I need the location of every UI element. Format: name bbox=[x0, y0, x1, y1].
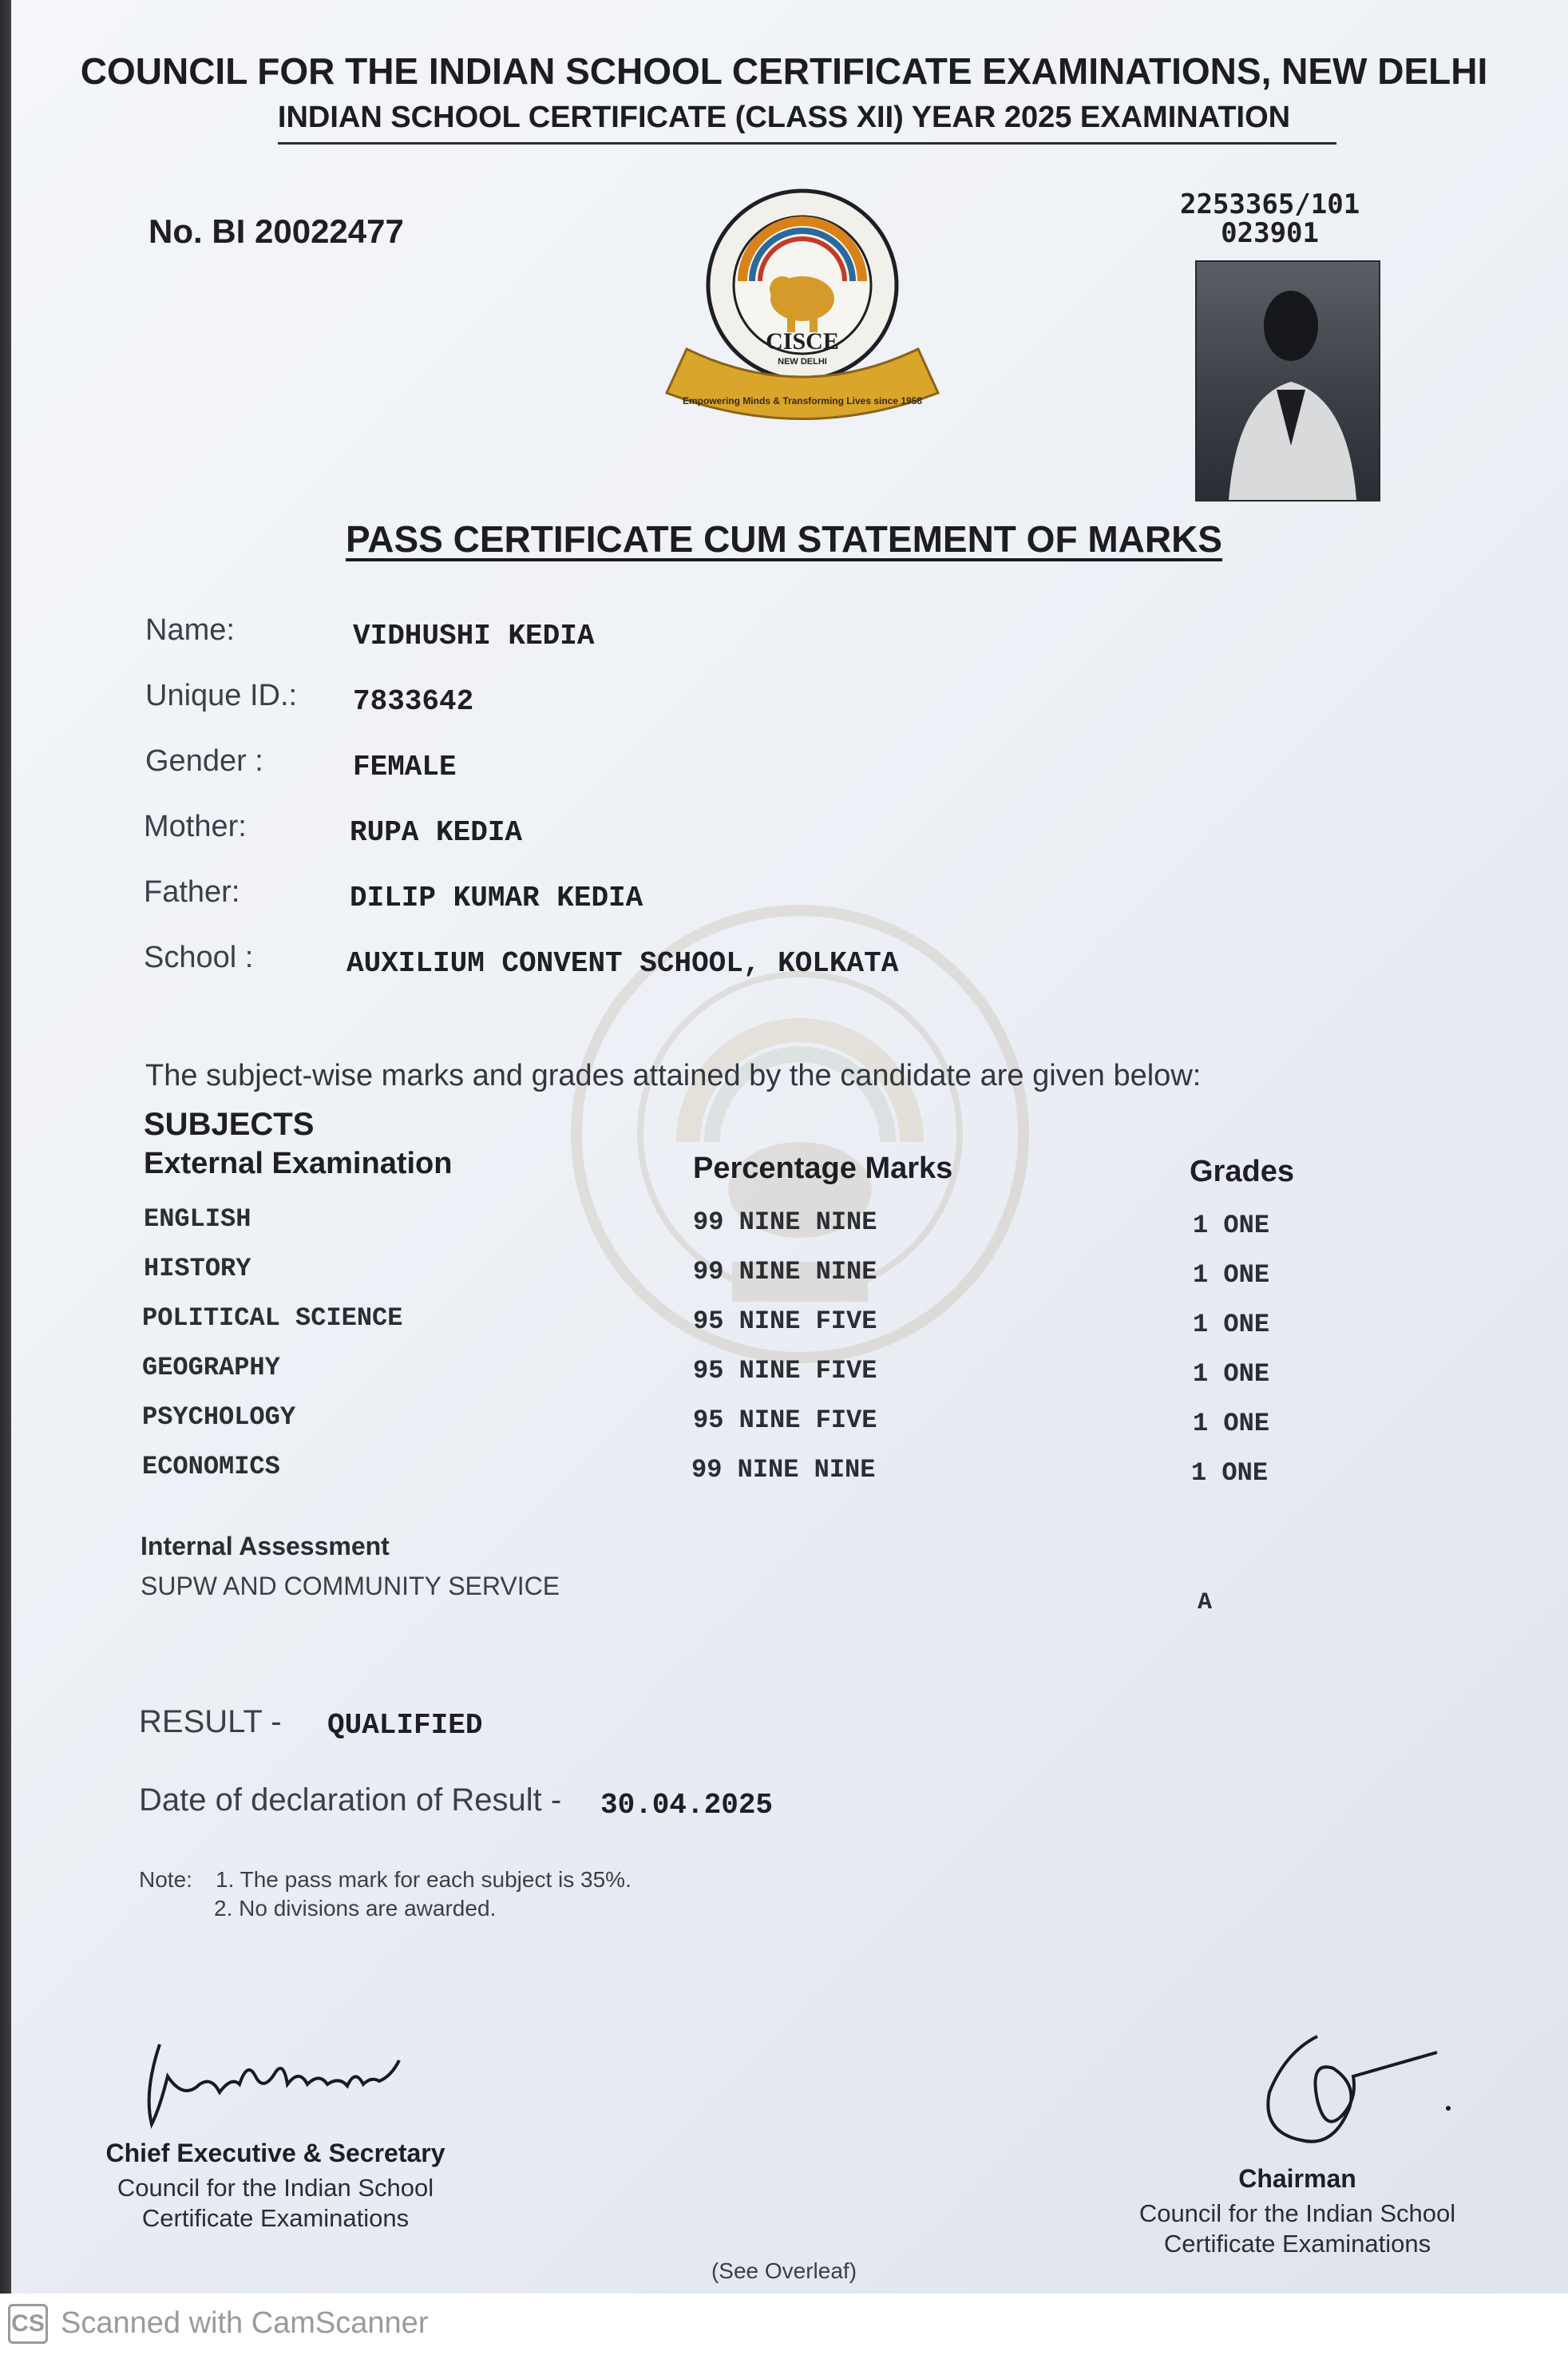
note-prefix: Note: bbox=[139, 1867, 192, 1892]
camscanner-text: Scanned with CamScanner bbox=[61, 2306, 429, 2340]
subject-name: POLITICAL SCIENCE bbox=[142, 1303, 403, 1333]
result-label: RESULT - bbox=[139, 1704, 282, 1739]
chairman-org-line-2: Certificate Examinations bbox=[1163, 2230, 1431, 2258]
subject-marks: 99 NINE NINE bbox=[693, 1257, 877, 1287]
grades-heading: Grades bbox=[1190, 1155, 1294, 1188]
subject-name: ECONOMICS bbox=[142, 1452, 280, 1481]
subject-marks: 95 NINE FIVE bbox=[693, 1405, 877, 1435]
exam-heading: INDIAN SCHOOL CERTIFICATE (CLASS XII) YEAR 2025 EXAMINATION bbox=[277, 101, 1291, 134]
subject-grade: 1 ONE bbox=[1193, 1409, 1270, 1438]
chairman-title: Chairman bbox=[1238, 2164, 1356, 2193]
father-value: DILIP KUMAR KEDIA bbox=[350, 882, 643, 914]
marks-intro: The subject-wise marks and grades attained by the candidate are given below: bbox=[145, 1059, 1202, 1092]
subject-marks: 95 NINE FIVE bbox=[693, 1356, 877, 1386]
school-value: AUXILIUM CONVENT SCHOOL, KOLKATA bbox=[346, 947, 899, 980]
percentage-marks-heading: Percentage Marks bbox=[693, 1152, 953, 1185]
chairman-org-line-1: Council for the Indian School bbox=[1138, 2199, 1456, 2227]
cisce-logo bbox=[623, 185, 982, 441]
chairman-signature bbox=[1214, 2020, 1453, 2164]
certificate-title: PASS CERTIFICATE CUM STATEMENT OF MARKS bbox=[345, 518, 1222, 560]
declaration-date-label: Date of declaration of Result - bbox=[139, 1782, 562, 1818]
note-line-1: 1. The pass mark for each subject is 35%. bbox=[216, 1867, 632, 1892]
council-heading: COUNCIL FOR THE INDIAN SCHOOL CERTIFICATE EXAMINATIONS, NEW DELHI bbox=[80, 50, 1488, 92]
serial-line-1: 2253365/101 bbox=[1180, 188, 1360, 220]
subject-marks: 99 NINE NINE bbox=[693, 1207, 877, 1237]
logo-acronym: CISCE bbox=[766, 328, 839, 355]
logo-city: NEW DELHI bbox=[778, 357, 827, 367]
heading-underline bbox=[278, 142, 1336, 145]
chief-executive-org-line-1: Council for the Indian School bbox=[117, 2174, 434, 2202]
unique-id-label: Unique ID.: bbox=[145, 679, 298, 712]
name-value: VIDHUSHI KEDIA bbox=[353, 620, 595, 652]
subject-name: ENGLISH bbox=[144, 1204, 251, 1234]
subject-name: GEOGRAPHY bbox=[142, 1353, 280, 1382]
external-exam-heading: External Examination bbox=[144, 1147, 453, 1180]
gender-label: Gender : bbox=[145, 744, 263, 778]
gender-value: FEMALE bbox=[353, 751, 457, 783]
subject-name: PSYCHOLOGY bbox=[142, 1402, 296, 1432]
chief-executive-signature bbox=[136, 2028, 415, 2140]
subjects-heading: SUBJECTS bbox=[144, 1107, 315, 1142]
subject-grade: 1 ONE bbox=[1193, 1359, 1270, 1389]
name-label: Name: bbox=[145, 613, 235, 647]
subject-marks: 99 NINE NINE bbox=[691, 1455, 876, 1485]
subject-grade: 1 ONE bbox=[1193, 1260, 1270, 1290]
candidate-photo bbox=[1195, 260, 1380, 502]
subject-name: HISTORY bbox=[144, 1254, 251, 1283]
unique-id-value: 7833642 bbox=[353, 685, 474, 718]
internal-assessment-subject: SUPW AND COMMUNITY SERVICE bbox=[141, 1572, 560, 1600]
certificate-number: No. BI 20022477 bbox=[148, 212, 404, 250]
father-label: Father: bbox=[144, 875, 240, 909]
serial-number bbox=[1180, 190, 1360, 248]
note-line-2: 2. No divisions are awarded. bbox=[214, 1896, 497, 1921]
declaration-date-value: 30.04.2025 bbox=[600, 1789, 774, 1822]
result-value: QUALIFIED bbox=[327, 1709, 483, 1742]
subject-grade: 1 ONE bbox=[1193, 1211, 1270, 1240]
internal-assessment-grade: A bbox=[1198, 1589, 1213, 1616]
chief-executive-title: Chief Executive & Secretary bbox=[105, 2139, 445, 2167]
mother-value: RUPA KEDIA bbox=[350, 816, 523, 849]
camscanner-icon: CS bbox=[8, 2304, 48, 2344]
subject-grade: 1 ONE bbox=[1191, 1458, 1269, 1488]
chief-executive-org-line-2: Certificate Examinations bbox=[141, 2204, 410, 2232]
logo-ribbon-text: Empowering Minds & Transforming Lives since 1958 bbox=[682, 395, 923, 406]
internal-assessment-heading: Internal Assessment bbox=[141, 1532, 390, 1560]
mother-label: Mother: bbox=[144, 810, 247, 843]
school-label: School : bbox=[144, 941, 254, 974]
serial-line-2: 023901 bbox=[1221, 217, 1319, 249]
subject-marks: 95 NINE FIVE bbox=[693, 1306, 877, 1336]
subject-grade: 1 ONE bbox=[1193, 1310, 1270, 1339]
see-overleaf-note: (See Overleaf) bbox=[711, 2258, 857, 2283]
